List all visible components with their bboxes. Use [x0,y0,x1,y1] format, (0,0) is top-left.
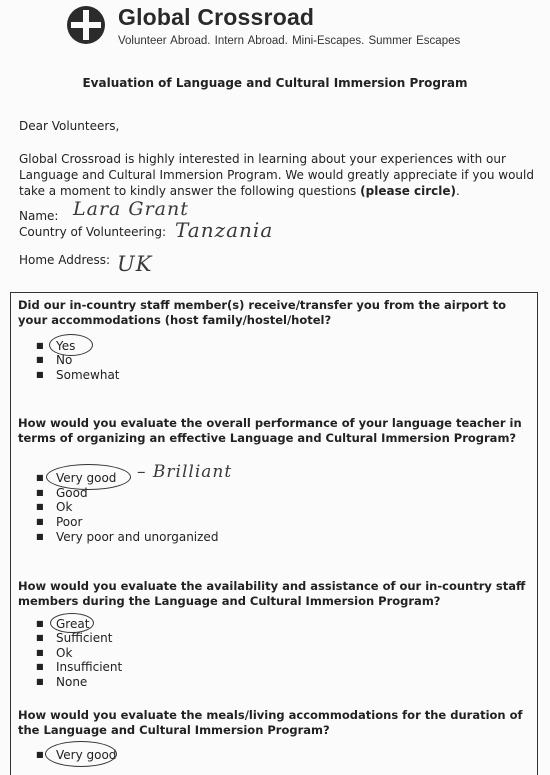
option-label: No [56,353,73,367]
address-label: Home Address: [19,253,111,267]
question-2: How would you evaluate the overall performance of your language teacher in terms of organizing an effective Language and Cultural Immersion Program? [18,416,522,445]
bullet-icon: ■ [36,750,44,759]
selection-circle-q4 [45,741,117,767]
bullet-icon: ■ [36,355,44,364]
q2-option-poor[interactable] [36,515,82,529]
q2-option-very-poor[interactable] [36,530,218,544]
bullet-icon: ■ [36,502,44,511]
country-label: Country of Volunteering: [19,225,167,239]
bullet-icon: ■ [36,532,44,541]
selection-circle-q3 [50,613,94,633]
option-label: Yes [56,339,76,353]
option-label: Insufficient [56,660,123,674]
q2-option-good[interactable] [36,486,88,500]
bullet-icon: ■ [36,473,44,482]
option-label: Very good [56,748,117,762]
form-title: Evaluation of Language and Cultural Immersion Program [82,76,468,90]
q2-option-ok[interactable] [36,500,72,514]
intro-paragraph [19,151,534,199]
question-4: How would you evaluate the meals/living accommodations for the duration of the Language and Cultural Immersion Program? [18,708,523,737]
address-value[interactable]: UK [117,252,153,276]
intro-text: Global Crossroad is highly interested in learning about your experiences with our Language and Cultural Immersion Program. We would greatly appreciate if you would take a moment to kindly answer the following questions [19,152,534,198]
option-label: Somewhat [56,368,120,382]
globe-cross-icon [67,6,105,44]
bullet-icon: ■ [36,677,44,686]
bullet-icon: ■ [36,341,44,350]
country-value[interactable]: Tanzania [175,218,274,242]
bullet-icon: ■ [36,488,44,497]
q3-option-insufficient[interactable] [36,660,122,674]
bullet-icon: ■ [36,370,44,379]
question-1: Did our in-country staff member(s) receive/transfer you from the airport to your accommodations (host family/hostel/hotel? [18,298,507,327]
q1-option-somewhat[interactable] [36,368,120,382]
intro-emphasis: (please circle) [360,184,457,198]
q1-option-no[interactable] [36,353,72,367]
option-label: Sufficient [56,631,113,645]
option-label: Very good [56,471,117,485]
handwritten-note: – Brilliant [137,462,233,482]
brand-name: Global Crossroad [118,4,315,30]
option-label: Ok [56,646,73,660]
bullet-icon: ■ [36,648,44,657]
intro-end: . [456,184,460,198]
option-label: Poor [56,515,83,529]
bullet-icon: ■ [36,517,44,526]
option-label: None [56,675,88,689]
brand-tagline: Volunteer Abroad. Intern Abroad. Mini-Escapes. Summer Escapes [118,35,461,47]
option-label: Very poor and unorganized [56,530,219,544]
option-label: Great [56,617,90,631]
option-label: Good [56,486,88,500]
q3-option-sufficient[interactable] [36,631,112,645]
bullet-icon: ■ [36,619,44,628]
name-value[interactable]: Lara Grant [73,198,189,220]
name-label: Name: [19,209,59,223]
question-3: How would you evaluate the availability and assistance of our in-country staff members during the Language and Cultural Immersion Program? [18,579,526,608]
option-label: Ok [56,500,73,514]
bullet-icon: ■ [36,633,44,642]
q3-option-ok[interactable] [36,646,72,660]
q3-option-none[interactable] [36,675,87,689]
bullet-icon: ■ [36,662,44,671]
salutation: Dear Volunteers, [19,119,120,133]
